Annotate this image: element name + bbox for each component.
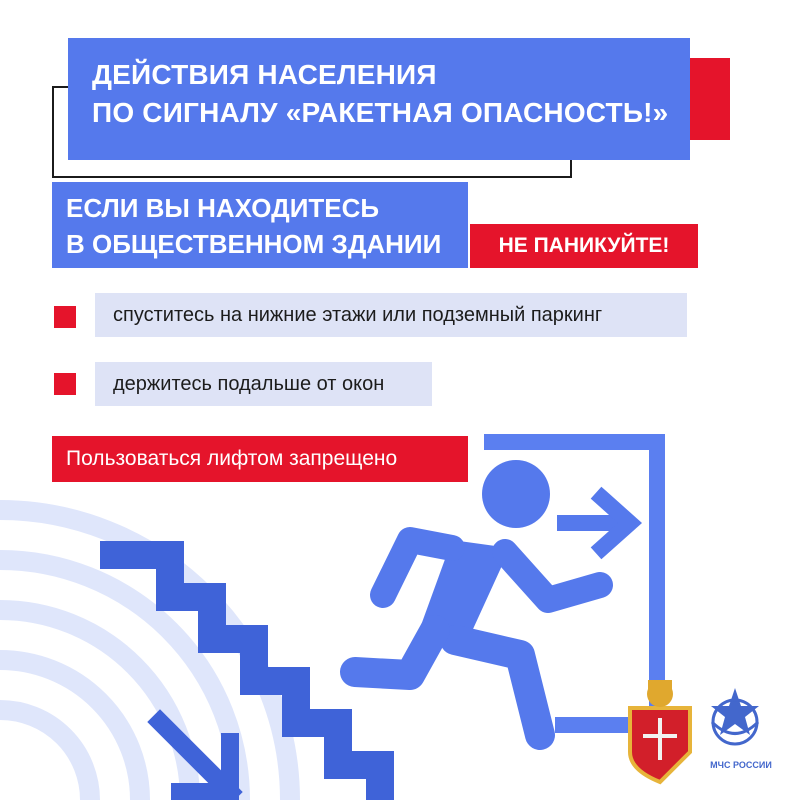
mchs-emblem-icon (711, 688, 759, 744)
title-line-1: ДЕЙСТВИЯ НАСЕЛЕНИЯ (92, 59, 437, 90)
elevator-warning: Пользоваться лифтом запрещено (52, 436, 468, 482)
subtitle (66, 190, 466, 262)
page-title (92, 56, 692, 132)
instruction-item-2: держитесь подальше от окон (95, 362, 432, 406)
mchs-label: МЧС РОССИИ (710, 760, 772, 770)
instruction-item-1: спуститесь на нижние этажи или подземный паркинг (95, 293, 687, 337)
exit-arrow-icon (565, 498, 630, 548)
subtitle-line-1: ЕСЛИ ВЫ НАХОДИТЕСЬ (66, 193, 380, 223)
subtitle-line-2: В ОБЩЕСТВЕННОМ ЗДАНИИ (66, 229, 442, 259)
title-line-2: ПО СИГНАЛУ «РАКЕТНАЯ ОПАСНОСТЬ!» (92, 97, 669, 128)
bullet-marker (54, 373, 76, 395)
running-man-icon (355, 460, 600, 735)
panic-badge: НЕ ПАНИКУЙТЕ! (470, 224, 698, 268)
bullet-marker (54, 306, 76, 328)
coat-of-arms-icon (630, 680, 690, 782)
red-accent-bar (690, 58, 730, 140)
